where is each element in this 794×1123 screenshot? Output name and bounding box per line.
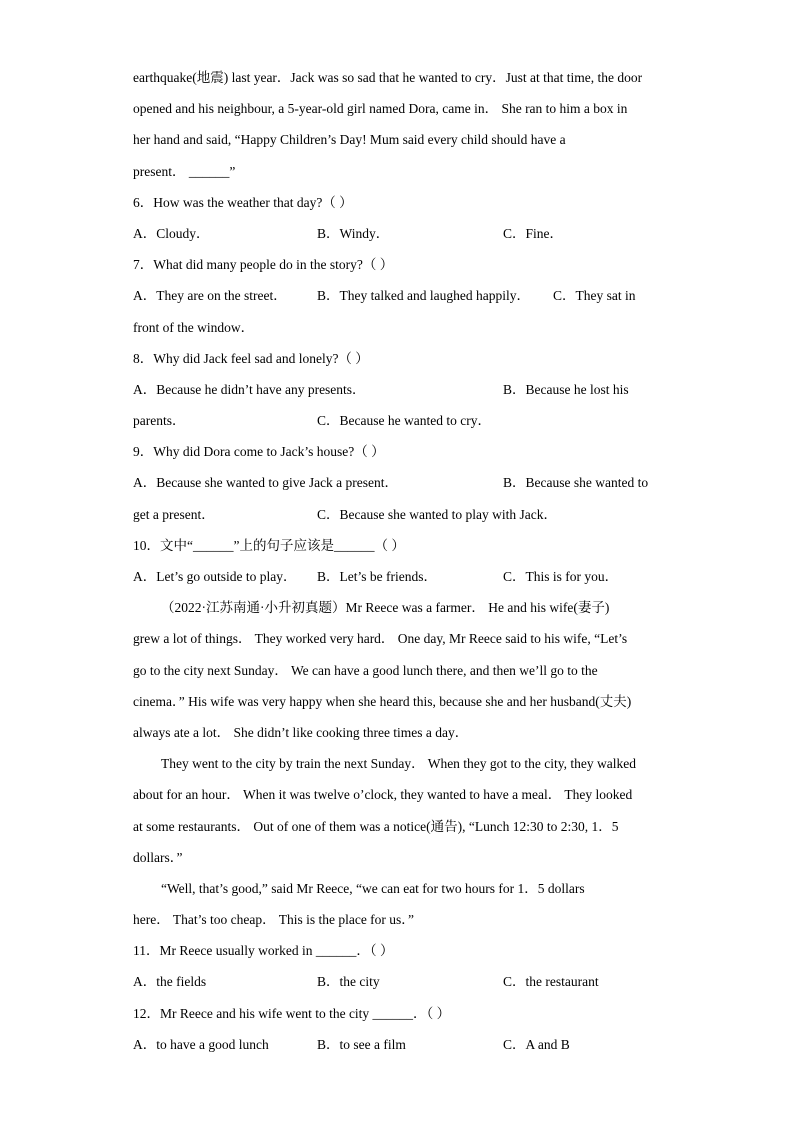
q10-option-a[interactable]: A．Let’s go outside to play． <box>133 569 297 584</box>
question-10-options <box>133 561 673 592</box>
passage2-line-4: cinema．” His wife was very happy when she heard this, because she and her husband(丈夫) <box>133 693 632 709</box>
document-page <box>133 62 673 1060</box>
question-12-stem: 12．Mr Reece and his wife went to the city ______．（ ） <box>133 1005 451 1021</box>
q7-option-a[interactable]: A．They are on the street． <box>133 288 287 304</box>
question-9-options-cont <box>133 499 673 530</box>
question-6-stem: 6．How was the weather that day?（ ） <box>133 194 353 210</box>
q6-option-a[interactable]: A．Cloudy． <box>133 225 210 241</box>
passage2-line-8: at some restaurants． Out of one of them was a notice(通告), “Lunch 12:30 to 2:30, 1．5 <box>133 818 619 834</box>
q12-option-c[interactable]: C．A and B <box>503 1036 570 1052</box>
q6-option-c[interactable]: C．Fine． <box>503 225 564 241</box>
q9-option-c[interactable]: C．Because she wanted to play with Jack． <box>317 506 557 522</box>
question-9-stem: 9．Why did Dora come to Jack’s house?（ ） <box>133 444 385 460</box>
passage2-line-2: grew a lot of things． They worked very hard． One day, Mr Reece said to his wife, “Let’s <box>133 631 628 647</box>
passage2-line-5: always ate a lot． She didn’t like cooking three times a day． <box>133 724 469 740</box>
question-11-stem: 11．Mr Reece usually worked in ______．（ ） <box>133 943 394 959</box>
q9-option-a[interactable]: A．Because she wanted to give Jack a present． <box>133 475 399 491</box>
q11-option-b[interactable]: B．the city <box>317 974 380 990</box>
question-10-stem: 10．文中“______”上的句子应该是______（ ） <box>133 537 405 553</box>
question-12-options <box>133 1029 673 1060</box>
passage2-line-11: here． That’s too cheap． This is the place for us．” <box>133 912 415 928</box>
q8-option-b-continued: parents． <box>133 413 186 429</box>
passage2-line-9: dollars．” <box>133 849 183 865</box>
passage1-line-1: earthquake(地震) last year．Jack was so sad that he wanted to cry．Just at that time, the door <box>133 70 643 85</box>
q12-option-b[interactable]: B．to see a film <box>317 1036 406 1052</box>
q7-option-c-continued: front of the window． <box>133 319 255 335</box>
q7-option-c[interactable]: C．They sat in <box>553 288 636 304</box>
question-6-options <box>133 218 673 249</box>
q7-option-b[interactable]: B．They talked and laughed happily． <box>317 288 530 304</box>
passage1-line-2: opened and his neighbour, a 5-year-old girl named Dora, came in． She ran to him a box in <box>133 101 628 117</box>
passage1-line-3: her hand and said, “Happy Children’s Day! Mum said every child should have a <box>133 132 566 148</box>
passage2-line-7: about for an hour． When it was twelve o’clock, they wanted to have a meal． They looked <box>133 787 633 803</box>
passage1-line-4: present． ______” <box>133 163 236 179</box>
question-7-stem: 7．What did many people do in the story?（ ） <box>133 257 394 273</box>
q10-option-b[interactable]: B．Let’s be friends． <box>317 569 437 584</box>
question-7-options <box>133 280 673 311</box>
q8-option-b[interactable]: B．Because he lost his <box>503 381 629 397</box>
question-11-options <box>133 966 673 997</box>
passage2-line-10: “Well, that’s good,” said Mr Reece, “we can eat for two hours for 1．5 dollars <box>161 880 585 896</box>
q6-option-b[interactable]: B．Windy． <box>317 225 390 241</box>
passage2-line-6: They went to the city by train the next Sunday． When they got to the city, they walked <box>161 756 637 772</box>
q9-option-b-continued: get a present． <box>133 506 215 522</box>
passage2-line-1: （2022·江苏南通·小升初真题）Mr Reece was a farmer． He and his wife(妻子) <box>161 600 610 616</box>
q12-option-a[interactable]: A．to have a good lunch <box>133 1036 269 1052</box>
question-8-stem: 8．Why did Jack feel sad and lonely?（ ） <box>133 350 369 366</box>
q8-option-a[interactable]: A．Because he didn’t have any presents． <box>133 381 366 397</box>
passage2-line-3: go to the city next Sunday． We can have a good lunch there, and then we’ll go to the <box>133 662 598 678</box>
question-8-options <box>133 374 673 405</box>
q11-option-a[interactable]: A．the fields <box>133 974 207 990</box>
q10-option-c[interactable]: C．This is for you． <box>503 569 619 584</box>
question-8-options-cont <box>133 405 673 436</box>
q9-option-b[interactable]: B．Because she wanted to <box>503 475 649 491</box>
question-9-options <box>133 467 673 498</box>
q8-option-c[interactable]: C．Because he wanted to cry． <box>317 413 491 429</box>
q11-option-c[interactable]: C．the restaurant <box>503 974 599 990</box>
